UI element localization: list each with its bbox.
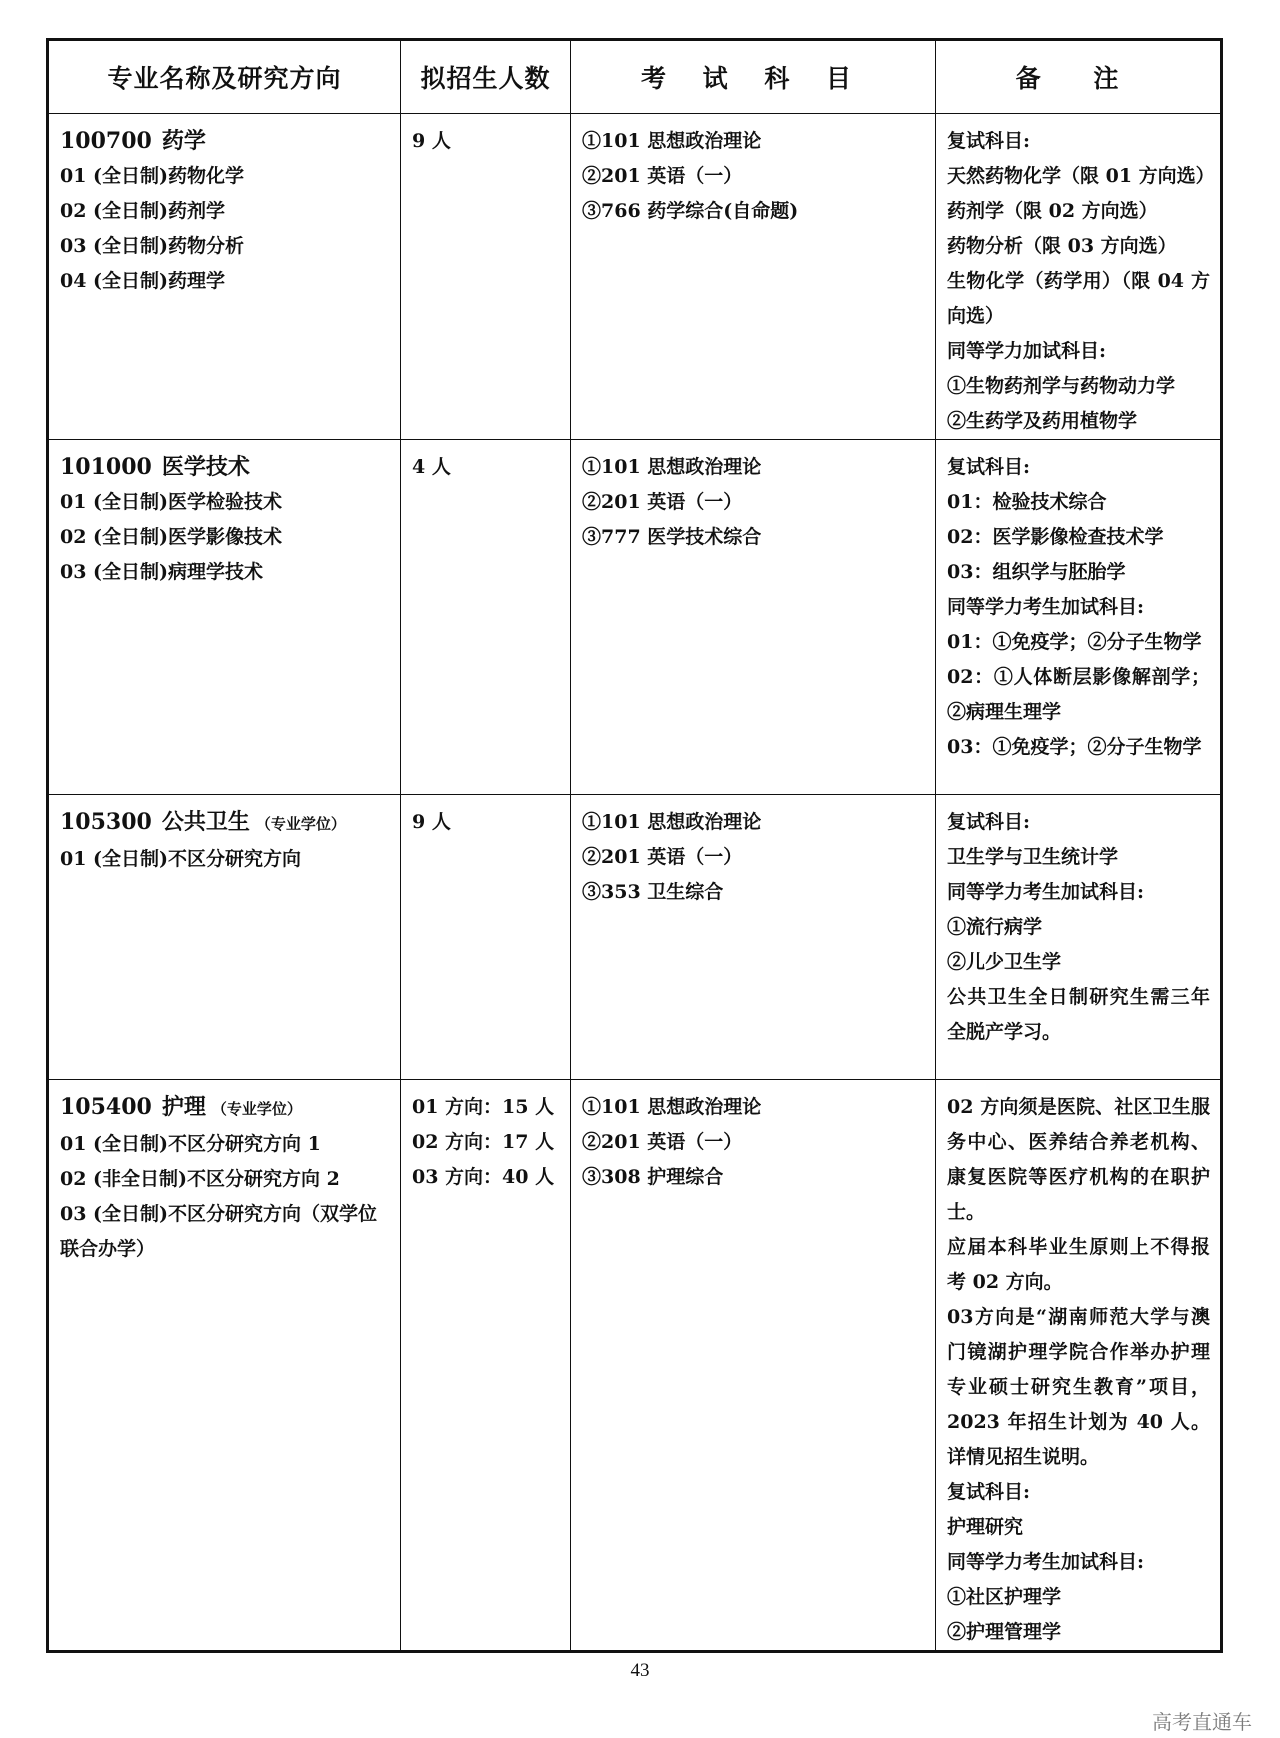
exam-subject: ②201 英语（一） xyxy=(582,491,743,513)
note-line: 01：检验技术综合 xyxy=(947,491,1107,513)
major-cell xyxy=(48,795,401,1080)
note-line: 同等学力考生加试科目: xyxy=(947,596,1145,618)
note-line: 药剂学（限 02 方向选） xyxy=(947,200,1158,222)
degree-tag: （专业学位） xyxy=(211,1100,302,1118)
major-title xyxy=(60,805,390,842)
direction-item: 01 (全日制)不区分研究方向 xyxy=(60,848,302,870)
major-cell xyxy=(48,114,401,440)
exam-subject: ①101 思想政治理论 xyxy=(582,1096,762,1118)
note-line: 药物分析（限 03 方向选） xyxy=(947,235,1177,257)
exam-subject: ②201 英语（一） xyxy=(582,165,743,187)
exams-cell xyxy=(571,795,936,1080)
quota-cell xyxy=(401,440,571,795)
note-line: 01：①免疫学；②分子生物学 xyxy=(947,631,1202,653)
major-name: 护理 xyxy=(161,1095,206,1120)
exam-subject: ①101 思想政治理论 xyxy=(582,811,762,833)
note-line: 02 方向须是医院、社区卫生服务中心、医养结合养老机构、康复医院等医疗机构的在职护士。 xyxy=(947,1096,1210,1223)
exams-cell xyxy=(571,114,936,440)
major-name: 药学 xyxy=(161,129,206,154)
exam-subject: ②201 英语（一） xyxy=(582,1131,743,1153)
note-line: ①流行病学 xyxy=(947,916,1043,938)
direction-item: 04 (全日制)药理学 xyxy=(60,270,226,292)
direction-item: 02 (非全日制)不区分研究方向 2 xyxy=(60,1168,340,1190)
note-line: 02：①人体断层影像解剖学；②病理生理学 xyxy=(947,666,1210,723)
quota-cell xyxy=(401,114,571,440)
exam-subject: ③766 药学综合(自命题) xyxy=(582,200,799,222)
quota-value: 4 人 xyxy=(412,456,451,478)
watermark: 高考直通车 xyxy=(1152,1710,1252,1734)
note-line: 同等学力考生加试科目: xyxy=(947,1551,1145,1573)
exams-cell xyxy=(571,440,936,795)
major-name: 医学技术 xyxy=(161,455,250,480)
header-notes: 备 注 xyxy=(936,40,1222,114)
note-line: ②儿少卫生学 xyxy=(947,951,1062,973)
note-line: 卫生学与卫生统计学 xyxy=(947,846,1119,868)
degree-tag: （专业学位） xyxy=(255,815,346,833)
notes-cell xyxy=(936,795,1222,1080)
header-quota: 拟招生人数 xyxy=(401,40,571,114)
notes-cell xyxy=(936,114,1222,440)
quota-cell xyxy=(401,795,571,1080)
direction-item: 01 (全日制)药物化学 xyxy=(60,165,245,187)
table-row xyxy=(48,1080,1222,1652)
quota-value: 03 方向：40 人 xyxy=(412,1166,555,1188)
major-title xyxy=(60,450,390,485)
note-line: 护理研究 xyxy=(947,1516,1024,1538)
exam-subject: ③308 护理综合 xyxy=(582,1166,724,1188)
note-line: 复试科目: xyxy=(947,1481,1031,1503)
note-line: 应届本科毕业生原则上不得报考 02 方向。 xyxy=(947,1236,1210,1293)
table-row xyxy=(48,114,1222,440)
note-line: 03：①免疫学；②分子生物学 xyxy=(947,736,1202,758)
major-title xyxy=(60,1090,390,1127)
major-title xyxy=(60,124,390,159)
notes-cell xyxy=(936,440,1222,795)
exam-subject: ②201 英语（一） xyxy=(582,846,743,868)
page-number: 43 xyxy=(630,1660,650,1681)
note-line: 同等学力加试科目: xyxy=(947,340,1107,362)
notes-cell xyxy=(936,1080,1222,1652)
note-line: 天然药物化学（限 01 方向选） xyxy=(947,165,1215,187)
note-line: 复试科目: xyxy=(947,811,1031,833)
quota-cell xyxy=(401,1080,571,1652)
table-row xyxy=(48,795,1222,1080)
note-line: ②护理管理学 xyxy=(947,1621,1062,1643)
note-line: 02：医学影像检查技术学 xyxy=(947,526,1164,548)
direction-item: 03 (全日制)不区分研究方向（双学位联合办学） xyxy=(60,1203,378,1260)
exam-subject: ③353 卫生综合 xyxy=(582,881,724,903)
note-line: ①社区护理学 xyxy=(947,1586,1062,1608)
note-line: 复试科目: xyxy=(947,130,1031,152)
direction-item: 01 (全日制)医学检验技术 xyxy=(60,491,283,513)
direction-item: 03 (全日制)病理学技术 xyxy=(60,561,264,583)
direction-item: 01 (全日制)不区分研究方向 1 xyxy=(60,1133,321,1155)
direction-item: 02 (全日制)药剂学 xyxy=(60,200,226,222)
note-line: 同等学力考生加试科目: xyxy=(947,881,1145,903)
quota-value: 9 人 xyxy=(412,811,451,833)
exams-cell xyxy=(571,1080,936,1652)
major-code: 105300 xyxy=(60,809,152,835)
header-exams: 考 试 科 目 xyxy=(571,40,936,114)
table-header-row xyxy=(48,40,1222,114)
header-major: 专业名称及研究方向 xyxy=(48,40,401,114)
major-code: 101000 xyxy=(60,454,152,480)
major-name: 公共卫生 xyxy=(161,810,250,835)
major-code: 100700 xyxy=(60,128,152,154)
exam-subject: ①101 思想政治理论 xyxy=(582,130,762,152)
note-line: 03方向是“湖南师范大学与澳门镜湖护理学院合作举办护理专业硕士研究生教育”项目，2023 年招生计划为 40 人。详情见招生说明。 xyxy=(947,1306,1210,1468)
exam-subject: ①101 思想政治理论 xyxy=(582,456,762,478)
note-line: ②生药学及药用植物学 xyxy=(947,410,1138,432)
major-cell xyxy=(48,440,401,795)
direction-item: 03 (全日制)药物分析 xyxy=(60,235,245,257)
direction-item: 02 (全日制)医学影像技术 xyxy=(60,526,283,548)
quota-value: 02 方向：17 人 xyxy=(412,1131,555,1153)
major-code: 105400 xyxy=(60,1094,152,1120)
enrollment-table xyxy=(46,38,1223,1653)
note-line: ①生物药剂学与药物动力学 xyxy=(947,375,1176,397)
major-cell xyxy=(48,1080,401,1652)
note-line: 03：组织学与胚胎学 xyxy=(947,561,1126,583)
note-line: 公共卫生全日制研究生需三年全脱产学习。 xyxy=(947,986,1210,1043)
table-row xyxy=(48,440,1222,795)
note-line: 生物化学（药学用）（限 04 方向选） xyxy=(947,270,1210,327)
quota-value: 01 方向：15 人 xyxy=(412,1096,555,1118)
exam-subject: ③777 医学技术综合 xyxy=(582,526,762,548)
quota-value: 9 人 xyxy=(412,130,451,152)
note-line: 复试科目: xyxy=(947,456,1031,478)
